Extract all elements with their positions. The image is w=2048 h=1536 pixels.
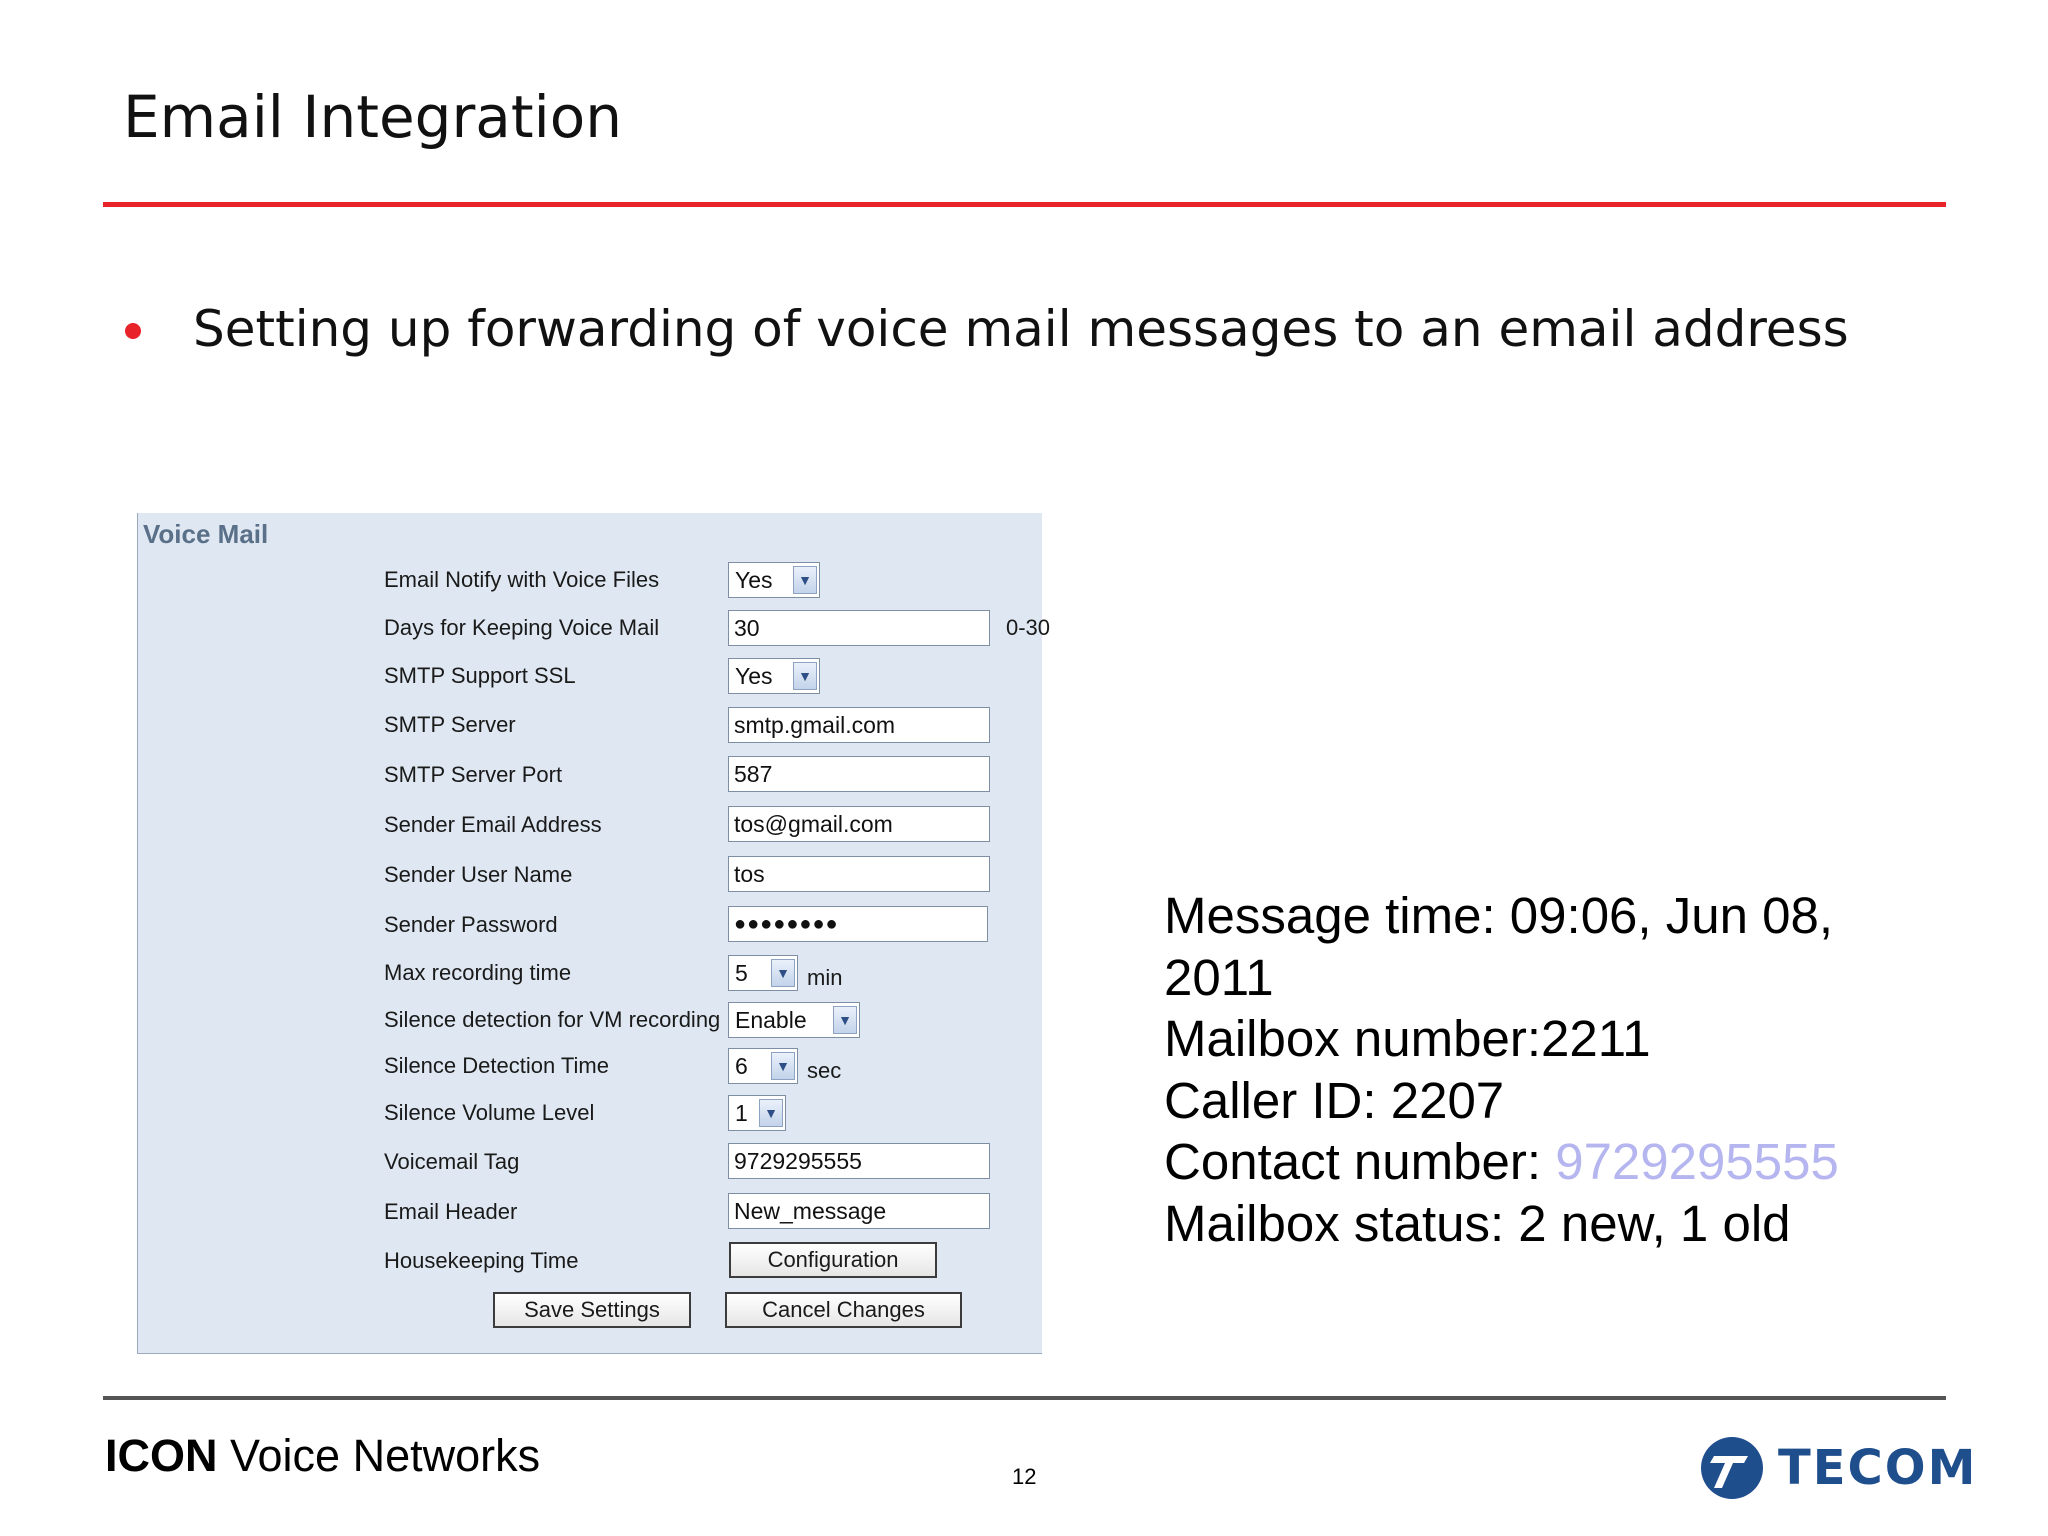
bullet-text: Setting up forwarding of voice mail messages to an email address bbox=[193, 300, 1849, 358]
save-settings-button[interactable]: Save Settings bbox=[493, 1292, 691, 1328]
slide-title: Email Integration bbox=[123, 83, 622, 151]
vm-tag-label: Voicemail Tag bbox=[384, 1149, 520, 1174]
contact-number-label: Contact number: bbox=[1164, 1133, 1556, 1190]
mailbox-status: Mailbox status: 2 new, 1 old bbox=[1164, 1194, 1791, 1252]
max-recording-value: 5 bbox=[735, 960, 748, 986]
message-time-line2: 2011 bbox=[1164, 948, 1274, 1006]
sender-password-label: Sender Password bbox=[384, 912, 558, 937]
max-recording-unit: min bbox=[807, 965, 843, 990]
footer-divider bbox=[103, 1396, 1946, 1400]
vm-tag-input[interactable]: 9729295555 bbox=[728, 1143, 990, 1179]
title-divider bbox=[103, 202, 1946, 207]
silence-detect-value: Enable bbox=[735, 1007, 807, 1033]
sender-user-label: Sender User Name bbox=[384, 862, 573, 887]
silence-volume-select[interactable] bbox=[728, 1095, 786, 1131]
days-keeping-hint: 0-30 bbox=[1006, 615, 1051, 640]
silence-volume-value: 1 bbox=[735, 1100, 748, 1126]
max-recording-label: Max recording time bbox=[384, 960, 572, 985]
silence-time-value: 6 bbox=[735, 1053, 748, 1079]
sender-password-input[interactable]: ●●●●●●●● bbox=[728, 906, 988, 942]
smtp-port-input[interactable]: 587 bbox=[728, 756, 990, 792]
chevron-down-icon[interactable]: ▼ bbox=[833, 1006, 857, 1034]
bullet-item bbox=[125, 300, 1849, 358]
email-header-label: Email Header bbox=[384, 1199, 518, 1224]
silence-time-label: Silence Detection Time bbox=[384, 1053, 609, 1078]
days-keeping-label: Days for Keeping Voice Mail bbox=[384, 615, 660, 640]
smtp-server-input[interactable]: smtp.gmail.com bbox=[728, 707, 990, 743]
smtp-server-label: SMTP Server bbox=[384, 712, 516, 737]
silence-time-select[interactable] bbox=[728, 1048, 798, 1084]
cancel-changes-button[interactable]: Cancel Changes bbox=[725, 1292, 962, 1328]
smtp-ssl-select[interactable] bbox=[728, 658, 820, 694]
email-notify-label: Email Notify with Voice Files bbox=[384, 567, 660, 592]
smtp-port-label: SMTP Server Port bbox=[384, 762, 563, 787]
caller-id: Caller ID: 2207 bbox=[1164, 1071, 1505, 1129]
company-bold: ICON bbox=[105, 1430, 218, 1481]
silence-volume-label: Silence Volume Level bbox=[384, 1100, 595, 1125]
tecom-logo-text: TECOM bbox=[1778, 1440, 1978, 1496]
contact-number-line bbox=[1164, 1131, 1839, 1193]
days-keeping-input[interactable]: 30 bbox=[728, 610, 990, 646]
tecom-logo-icon bbox=[1700, 1436, 1764, 1500]
email-header-input[interactable]: New_message bbox=[728, 1193, 990, 1229]
message-time-line1: Message time: 09:06, Jun 08, bbox=[1164, 887, 1834, 944]
chevron-down-icon[interactable]: ▼ bbox=[793, 662, 817, 690]
chevron-down-icon[interactable]: ▼ bbox=[793, 566, 817, 594]
silence-time-unit: sec bbox=[807, 1058, 842, 1083]
voice-mail-title: Voice Mail bbox=[143, 519, 269, 549]
footer-company bbox=[105, 1430, 540, 1482]
mailbox-number: Mailbox number:2211 bbox=[1164, 1010, 1651, 1067]
email-notify-value: Yes bbox=[735, 567, 773, 593]
sender-email-label: Sender Email Address bbox=[384, 812, 602, 837]
page-number: 12 bbox=[1012, 1464, 1037, 1489]
chevron-down-icon[interactable]: ▼ bbox=[771, 1052, 795, 1080]
email-notify-select[interactable] bbox=[728, 562, 820, 598]
configuration-button[interactable]: Configuration bbox=[729, 1242, 937, 1278]
sender-user-input[interactable]: tos bbox=[728, 856, 990, 892]
message-info bbox=[1164, 885, 1839, 1254]
silence-detect-select[interactable] bbox=[728, 1002, 860, 1038]
tecom-logo bbox=[1700, 1436, 1977, 1500]
contact-number-value: 9729295555 bbox=[1555, 1133, 1839, 1190]
chevron-down-icon[interactable]: ▼ bbox=[759, 1099, 783, 1127]
chevron-down-icon[interactable]: ▼ bbox=[771, 959, 795, 987]
sender-email-input[interactable]: tos@gmail.com bbox=[728, 806, 990, 842]
bullet-icon bbox=[125, 323, 141, 339]
voice-mail-panel bbox=[137, 513, 1051, 1354]
smtp-ssl-value: Yes bbox=[735, 663, 773, 689]
housekeeping-label: Housekeeping Time bbox=[384, 1248, 579, 1273]
company-rest: Voice Networks bbox=[217, 1430, 541, 1481]
max-recording-select[interactable] bbox=[728, 955, 798, 991]
silence-detect-label: Silence detection for VM recording bbox=[384, 1007, 721, 1032]
smtp-ssl-label: SMTP Support SSL bbox=[384, 663, 576, 688]
